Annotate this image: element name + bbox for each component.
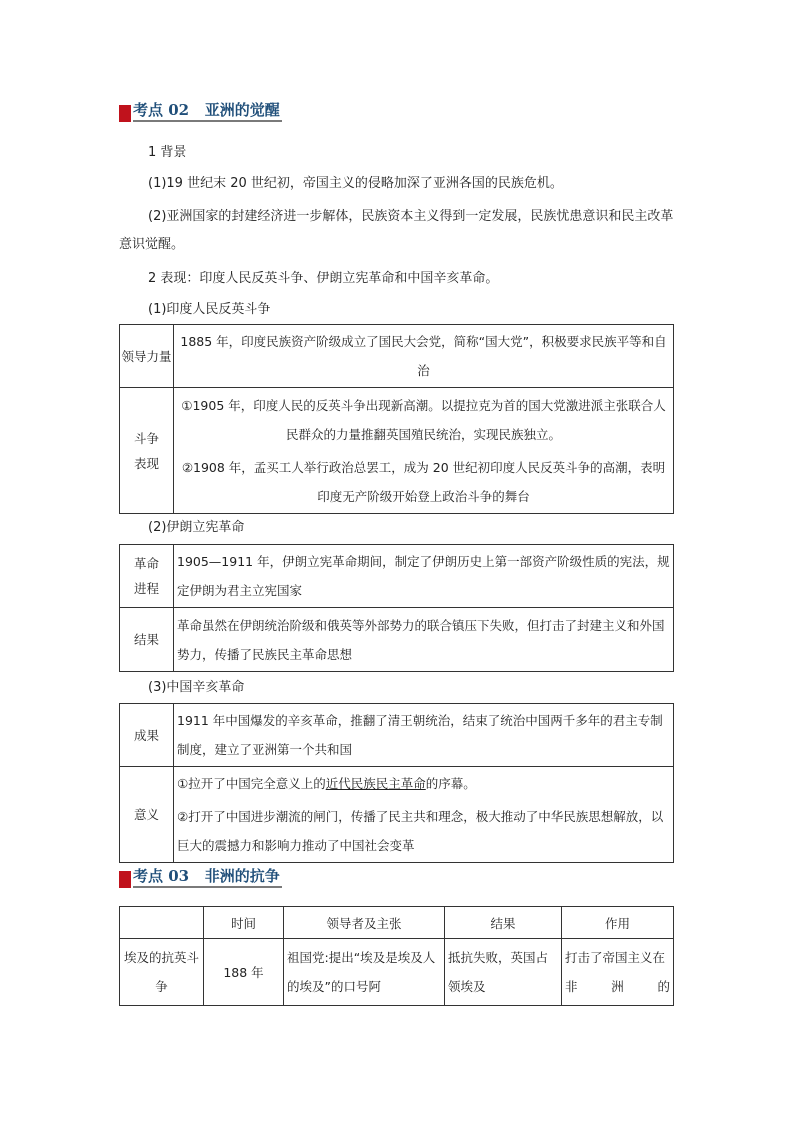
iran-heading: (2)伊朗立宪革命 [148,520,245,535]
cell-text: ①1905 年，印度人民的反英斗争出现新高潮。以提拉克为首的国大党激进派主张联合人民群众的力量推翻英国殖民统治，实现民族独立。 [181,397,666,442]
event-cell: 埃及的抗英斗争 [120,939,204,1006]
iran-table [119,544,674,672]
cell-text [174,767,673,800]
table-row [120,704,674,767]
cell-text: 革命虽然在伊朗统治阶级和俄英等外部势力的联合镇压下失败，但打击了封建主义和外国势力，传播了民族民主革命思想 [177,617,665,662]
section-title-text: 考点 03 非洲的抗争 [133,867,282,888]
india-table [119,324,674,514]
table-row [120,767,674,863]
row-content [174,704,674,767]
row-label: 领导力量 [120,325,174,388]
section-marker [119,871,131,888]
header-cell: 领导者及主张 [284,907,445,939]
section-title-text: 考点 02 亚洲的觉醒 [133,101,282,122]
table-row [120,939,674,1006]
row-label: 斗争表现 [120,388,174,514]
background-point-2: (2)亚洲国家的封建经济进一步解体，民族资本主义得到一定发展，民族忧患意识和民主改革意识觉醒。 [119,209,674,252]
header-cell: 时间 [204,907,284,939]
time-cell: 188 年 [204,939,284,1006]
table-row [120,545,674,608]
header-cell [120,907,204,939]
china-heading: (3)中国辛亥革命 [148,680,245,695]
section-title-02 [119,100,282,122]
significance-1-suffix: 的序幕。 [425,776,476,791]
manifestation-heading: 2 表现：印度人民反英斗争、伊朗立宪革命和中国辛亥革命。 [148,271,499,286]
china-table [119,703,674,863]
effect-cell: 打击了帝国主义在非洲的 [562,939,674,1006]
cell-text: 1911 年中国爆发的辛亥革命，推翻了清王朝统治，结束了统治中国两千多年的君主专制制度，建立了亚洲第一个共和国 [177,713,663,757]
india-heading: (1)印度人民反英斗争 [148,302,271,317]
row-label: 革命进程 [120,545,174,608]
table-row [120,608,674,672]
table-row [120,325,674,388]
row-content [174,325,674,388]
row-content [174,545,674,608]
header-cell: 作用 [562,907,674,939]
background-heading: 1 背景 [148,145,187,160]
table-row [120,388,674,514]
row-content [174,388,674,514]
significance-1-underlined: 近代民族民主革命 [325,776,426,791]
section-title-03 [119,866,282,888]
cell-text: ②1908 年，孟买工人举行政治总罢工，成为 20 世纪初印度人民反英斗争的高潮，表明印度无产阶级开始登上政治斗争的舞台 [181,459,666,504]
result-cell: 抵抗失败，英国占领埃及 [445,939,562,1006]
leader-cell: 祖国党:提出“埃及是埃及人的埃及”的口号阿 [284,939,445,1006]
cell-text: 1905—1911 年，伊朗立宪革命期间，制定了伊朗历史上第一部资产阶级性质的宪法，规定伊朗为君主立宪国家 [177,554,670,598]
cell-text: ②打开了中国进步潮流的闸门，传播了民主共和理念，极大推动了中华民族思想解放，以巨大的震撼力和影响力推动了中国社会变革 [177,809,664,853]
cell-text: 1885 年，印度民族资产阶级成立了国民大会党，简称“国大党”，积极要求民族平等和自治 [180,334,667,378]
section-marker [119,105,131,122]
table-header-row [120,907,674,939]
header-cell: 结果 [445,907,562,939]
row-content [174,608,674,672]
background-point-1: (1)19 世纪末 20 世纪初，帝国主义的侵略加深了亚洲各国的民族危机。 [148,176,563,191]
row-label: 结果 [120,608,174,672]
row-label: 意义 [120,767,174,863]
significance-1-prefix: ①拉开了中国完全意义上的 [177,776,326,791]
africa-table [119,906,674,1006]
row-content [174,767,674,863]
row-label: 成果 [120,704,174,767]
